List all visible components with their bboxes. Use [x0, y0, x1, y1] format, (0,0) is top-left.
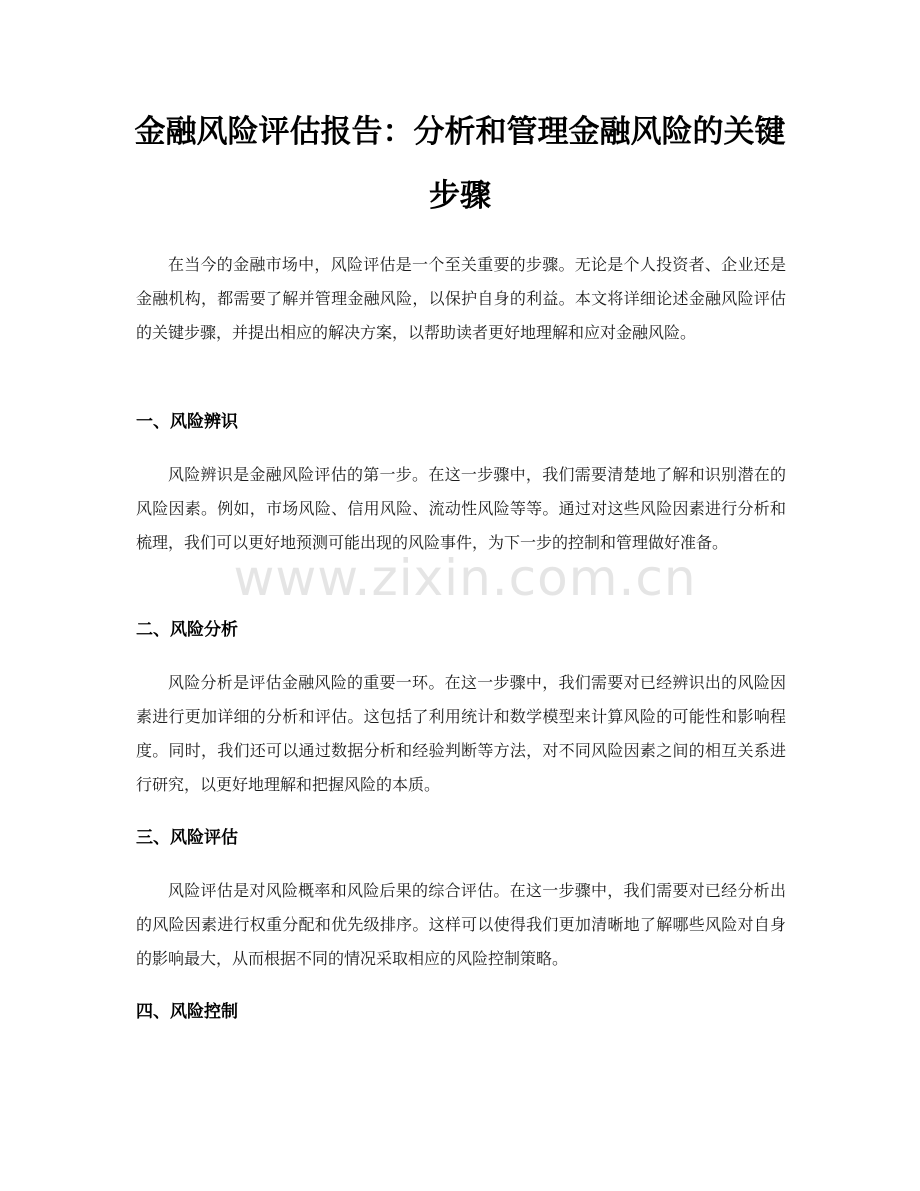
section-body-1: 风险辨识是金融风险评估的第一步。在这一步骤中，我们需要清楚地了解和识别潜在的风险因素。例如，市场风险、信用风险、流动性风险等等。通过对这些风险因素进行分析和梳理，我们可以更好地预测可能出现的风险事件，为下一步的控制和管理做好准备。 — [136, 465, 786, 552]
section-body-3: 风险评估是对风险概率和风险后果的综合评估。在这一步骤中，我们需要对已经分析出的风险因素进行权重分配和优先级排序。这样可以使得我们更加清晰地了解哪些风险对自身的影响最大，从而根据不同的情况采取相应的风险控制策略。 — [136, 881, 786, 968]
intro-paragraph: 在当今的金融市场中，风险评估是一个至关重要的步骤。无论是个人投资者、企业还是金融机构，都需要了解并管理金融风险，以保护自身的利益。本文将详细论述金融风险评估的关键步骤，并提出相应的解决方案，以帮助读者更好地理解和应对金融风险。 — [136, 255, 786, 342]
document-title: 金融风险评估报告：分析和管理金融风险的关键步骤 — [134, 114, 786, 214]
section-body-2: 风险分析是评估金融风险的重要一环。在这一步骤中，我们需要对已经辨识出的风险因素进行更加详细的分析和评估。这包括了利用统计和数学模型来计算风险的可能性和影响程度。同时，我们还可以通过数据分析和经验判断等方法，对不同风险因素之间的相互关系进行研究，以更好地理解和把握风险的本质。 — [136, 673, 786, 794]
section-heading-3: 三、风险评估 — [136, 828, 238, 848]
watermark-text: www.zixin.com.cn — [233, 549, 697, 607]
section-heading-4: 四、风险控制 — [136, 1002, 238, 1022]
section-heading-2: 二、风险分析 — [136, 620, 238, 640]
section-heading-1: 一、风险辨识 — [136, 412, 238, 432]
